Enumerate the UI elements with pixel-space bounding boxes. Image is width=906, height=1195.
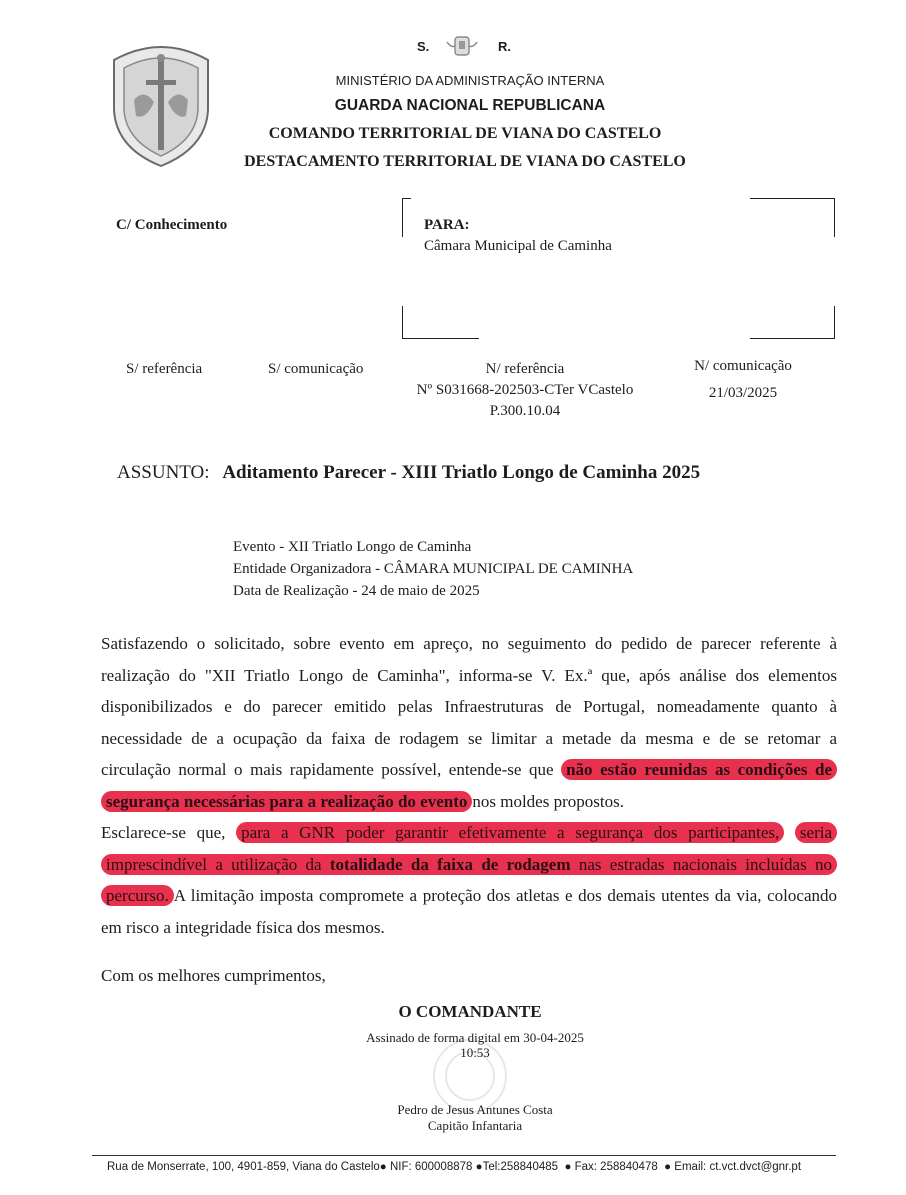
body-line: [101, 786, 837, 818]
our-reference-block: [390, 359, 660, 422]
event-organizer: Entidade Organizadora - CÂMARA MUNICIPAL DE CAMINHA: [233, 561, 634, 577]
body-line: realização do "XII Triatlo Longo de Caminha", informa-se V. Ex.ª que, após análise dos elementos: [101, 665, 837, 685]
body-line: Satisfazendo o solicitado, sobre evento em apreço, no seguimento do pedido de parecer referente à: [101, 634, 837, 653]
body-line: em risco a integridade física dos mesmos.: [101, 917, 385, 937]
command-title: COMANDO TERRITORIAL DE VIANA DO CASTELO: [268, 125, 662, 142]
detachment-title: DESTACAMENTO TERRITORIAL DE VIANA DO CASTELO: [244, 153, 686, 170]
footer-nif: NIF: 600008878: [389, 1161, 473, 1173]
subject-line: [117, 462, 700, 484]
body-text: circulação normal o mais rapidamente possível, entende-se que: [101, 760, 554, 779]
sr-right-text: R.: [498, 39, 511, 54]
body-text: nos moldes propostos.: [472, 791, 624, 811]
highlight-safety: segurança necessárias para a realização do evento: [101, 791, 472, 812]
highlight-text: imprescindível a utilização da: [106, 854, 322, 874]
footer-contact: Rua de Monserrate, 100, 4901-859, Viana do Castelo● NIF: 600008878 ●Tel:258840485 ● Fax: 258840478 ● Email: ct.vct.dvct@gnr.pt: [107, 1161, 802, 1173]
body-line: [101, 880, 837, 912]
footer-divider: [92, 1155, 836, 1156]
gnr-emblem-logo: [106, 40, 216, 168]
closing-line: Com os melhores cumprimentos,: [101, 966, 326, 985]
highlight-would-be: seria: [795, 822, 837, 843]
your-communication-label: S/ comunicação: [268, 361, 364, 377]
guard-title: GUARDA NACIONAL REPUBLICANA: [334, 97, 606, 114]
footer-tel: Tel:258840485: [482, 1161, 559, 1173]
digital-signature-time: 10:53: [460, 1045, 490, 1060]
event-date: Data de Realização - 24 de maio de 2025: [233, 583, 480, 599]
our-reference-value: Nº S031668-202503-CTer VCastelo: [416, 382, 634, 398]
body-paragraphs: [101, 628, 837, 992]
signature-title: O COMANDANTE: [398, 1002, 542, 1021]
body-text: Esclarece-se que,: [101, 823, 226, 842]
address-bracket-top-right: [750, 198, 835, 237]
our-communication-label: N/ comunicação: [694, 358, 792, 374]
address-bracket-bottom-right: [750, 306, 835, 339]
our-reference-label: N/ referência: [485, 361, 565, 377]
our-communication-block: [680, 358, 806, 402]
sr-left-text: S.: [417, 39, 430, 54]
body-text: A limitação imposta compromete a proteção dos atletas e dos demais utentes da via, colocando: [173, 886, 837, 905]
body-line: [101, 817, 837, 849]
highlight-gnr-guarantee: para a GNR poder garantir efetivamente a segurança dos participantes,: [236, 822, 784, 843]
cc-label: C/ Conhecimento: [116, 217, 228, 233]
footer-address: Rua de Monserrate, 100, 4901-859, Viana do Castelo: [107, 1161, 380, 1173]
subject-text: Aditamento Parecer - XIII Triatlo Longo de Caminha 2025: [222, 462, 701, 483]
highlight-conditions: não estão reunidas as condições de: [561, 759, 837, 780]
footer-email: Email: ct.vct.dvct@gnr.pt: [674, 1161, 802, 1173]
our-reference-code: P.300.10.04: [489, 403, 561, 419]
to-name: Câmara Municipal de Caminha: [424, 238, 612, 254]
highlight-full-lane: [101, 854, 837, 875]
signatory-rank: Capitão Infantaria: [427, 1118, 523, 1133]
address-bracket-bottom-left: [402, 306, 479, 339]
ministry-title: MINISTÉRIO DA ADMINISTRAÇÃO INTERNA: [335, 73, 605, 88]
highlight-route: percurso.: [101, 885, 174, 906]
body-line: disponibilizados e do parecer emitido pelas Infraestruturas de Portugal, nomeadamente quanto à: [101, 697, 837, 716]
body-line: necessidade de a ocupação da faixa de rodagem se limitar a metade da mesma e de se retomar a: [101, 728, 837, 748]
signatory-name: Pedro de Jesus Antunes Costa: [397, 1102, 553, 1117]
highlight-bold-text: totalidade da faixa de rodagem: [329, 854, 571, 874]
event-details: [233, 536, 633, 602]
our-communication-date: 21/03/2025: [708, 385, 778, 401]
body-line: [101, 849, 837, 881]
highlight-text: nas estradas nacionais incluídas no: [578, 854, 832, 874]
address-bracket-top-left: [402, 198, 411, 237]
signatory: [330, 1102, 620, 1134]
body-line: [101, 754, 837, 786]
to-label: PARA:: [424, 217, 470, 233]
event-name: Evento - XII Triatlo Longo de Caminha: [233, 539, 472, 555]
coat-of-arms-icon: [445, 34, 479, 65]
your-reference-label: S/ referência: [126, 361, 203, 377]
digital-signature: [330, 1030, 620, 1060]
sr-line: [410, 36, 530, 60]
subject-label: ASSUNTO:: [117, 462, 210, 483]
digital-signature-date: Assinado de forma digital em 30-04-2025: [366, 1030, 584, 1045]
footer-fax: Fax: 258840478: [574, 1161, 658, 1173]
